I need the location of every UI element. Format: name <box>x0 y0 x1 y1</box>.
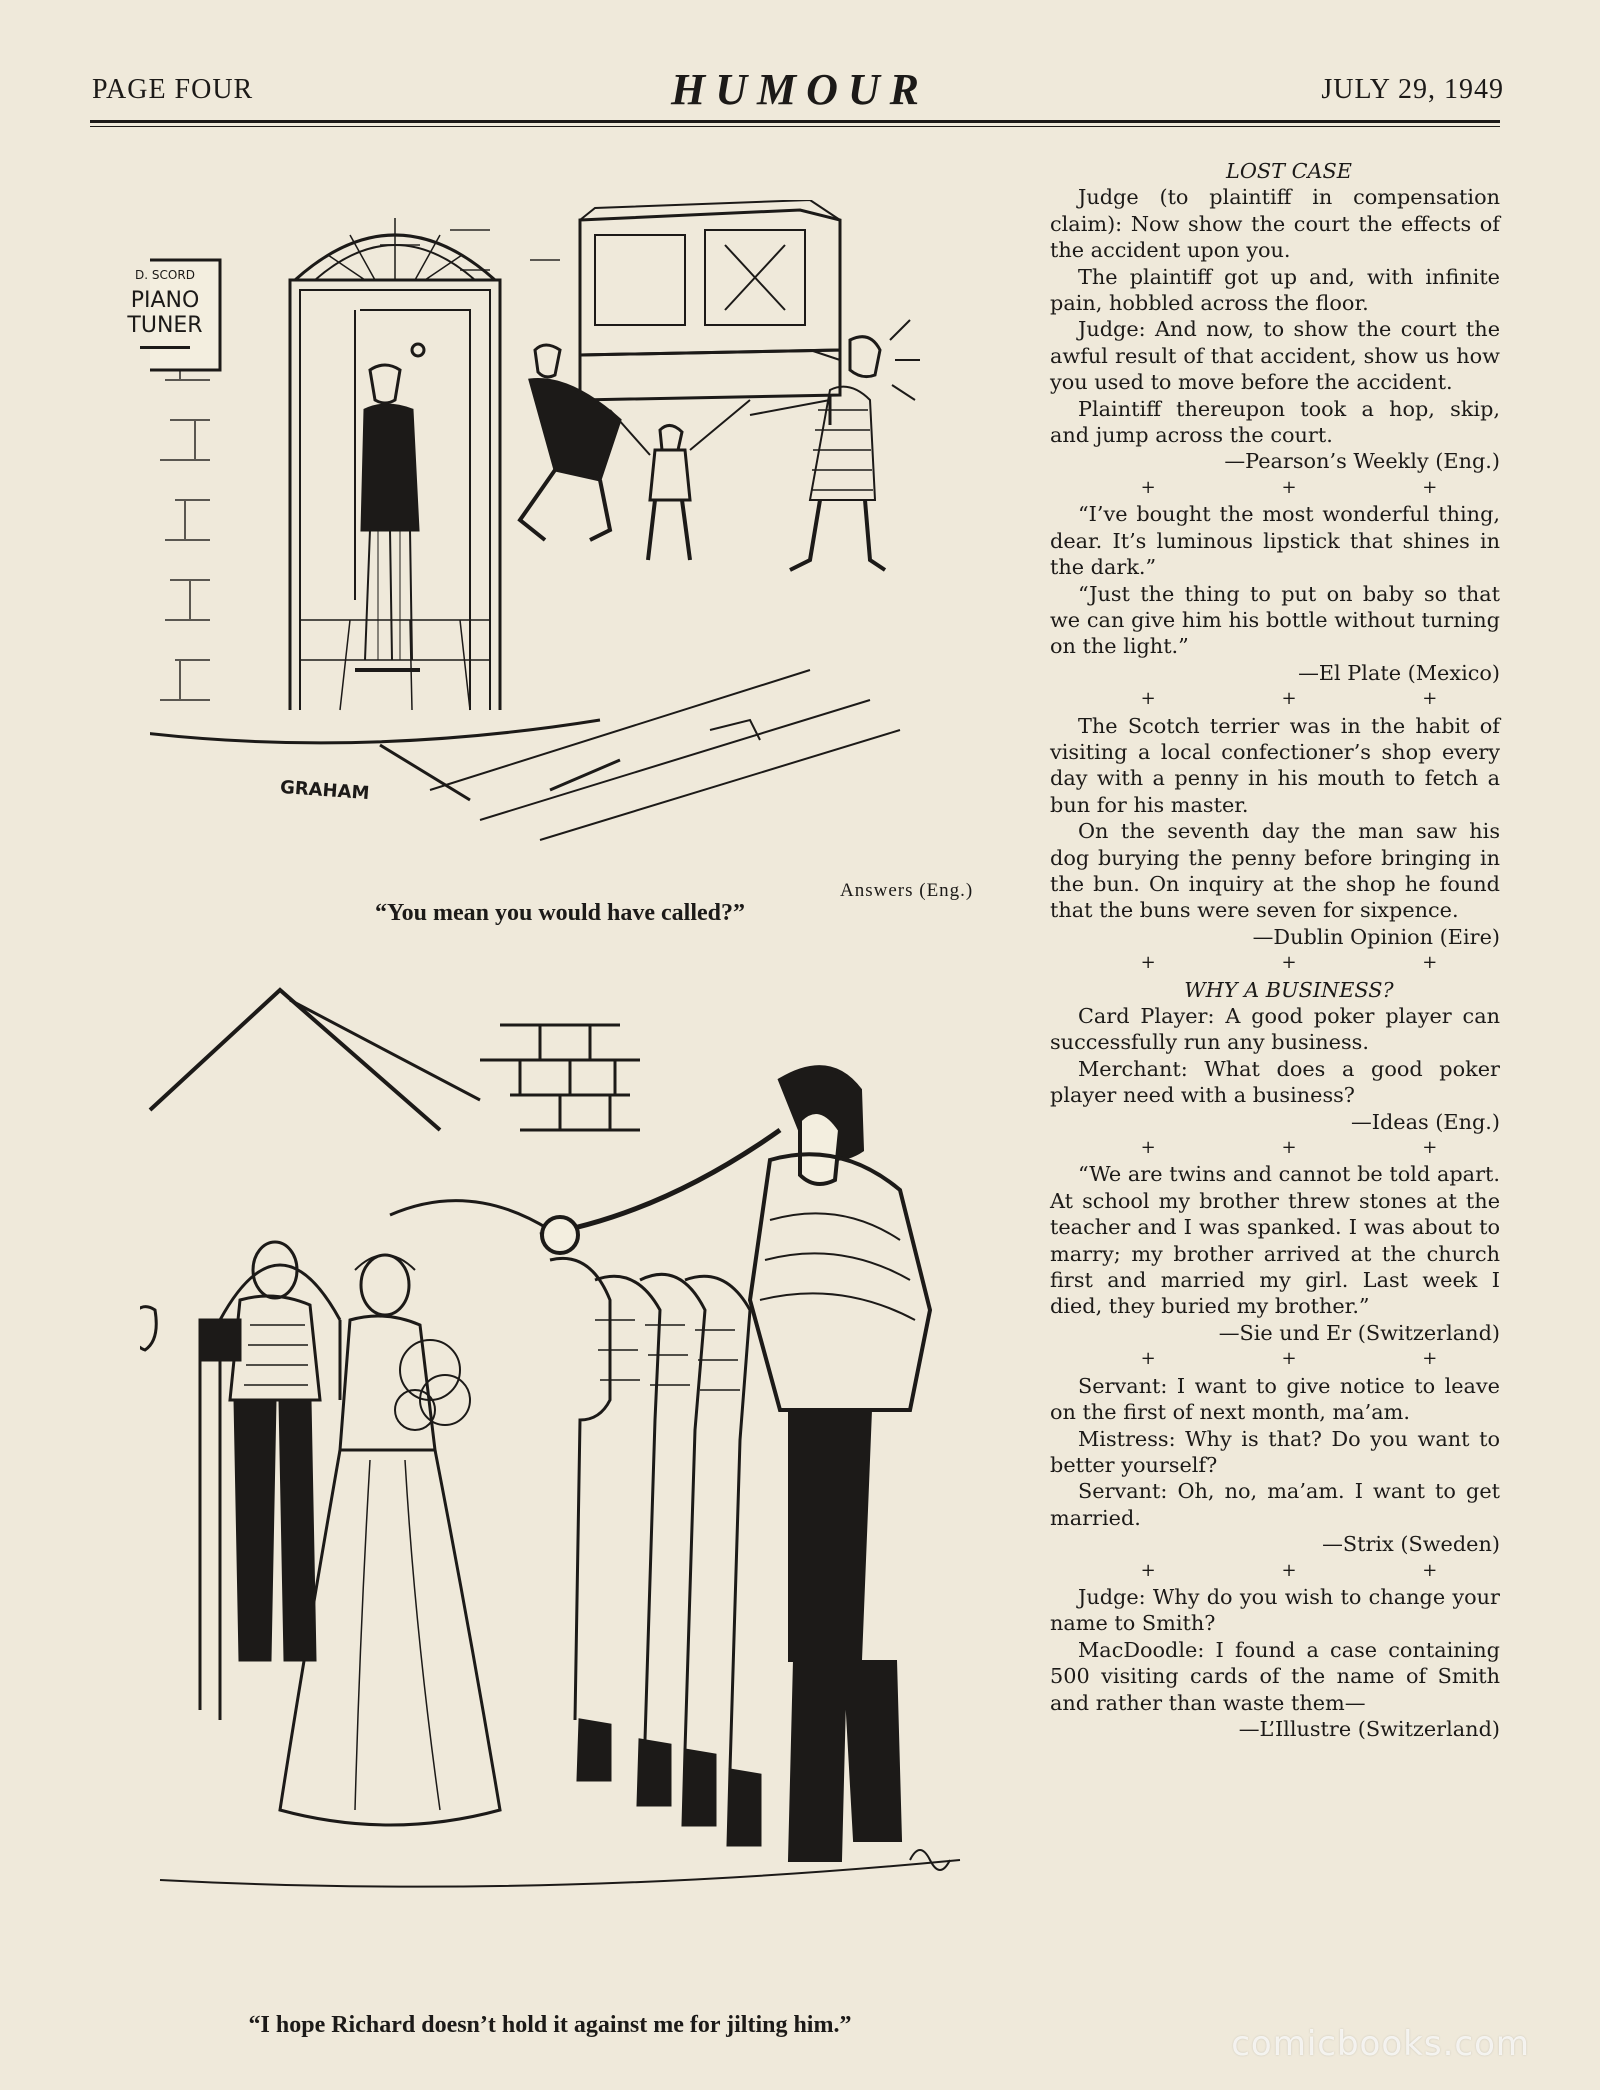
cartoonist-signature: GRAHAM <box>279 776 371 805</box>
cartoon1-caption: “You mean you would have called?” <box>374 900 746 926</box>
lost-case-p3: Judge: And now, to show the court the awful result of that accident, show us how you used to move before the accident. <box>1050 317 1500 395</box>
twins-source: —Sie und Er (Switzerland) <box>1218 1320 1500 1345</box>
lost-case-p4: Plaintiff thereupon took a hop, skip, and jump across the court. <box>1050 396 1500 448</box>
jokes-column <box>1050 158 1500 1742</box>
business-p2: Merchant: What does a good poker player need with a business? <box>1050 1056 1500 1108</box>
magazine-title: HUMOUR <box>670 65 930 114</box>
lost-case-p2: The plaintiff got up and, with infinite pain, hobbled across the floor. <box>1050 264 1500 316</box>
lost-case-source: —Pearson’s Weekly (Eng.) <box>1224 449 1500 474</box>
separator: + + + <box>1140 1559 1498 1581</box>
lipstick-p1: “I’ve bought the most wonderful thing, dear. It’s luminous lipstick that shines in the dark.” <box>1050 502 1500 580</box>
page-label: PAGE FOUR <box>92 74 254 105</box>
separator: + + + <box>1140 1137 1498 1159</box>
sign-underline <box>140 346 190 349</box>
separator: + + + <box>1140 476 1498 498</box>
terrier-p2: On the seventh day the man saw his dog burying the penny before bringing in the bun. On inquiry at the shop he found that the buns were seven for sixpence. <box>1050 819 1500 923</box>
terrier-source: —Dublin Opinion (Eire) <box>1252 924 1500 949</box>
servant-source: —Strix (Sweden) <box>1322 1532 1500 1557</box>
header-rule-thin <box>90 126 1500 127</box>
lipstick-p2: “Just the thing to put on baby so that we can give him his bottle without turning on the light.” <box>1050 581 1500 659</box>
lost-case-heading: LOST CASE <box>1226 159 1352 183</box>
cartoon1-source: Answers (Eng.) <box>840 880 974 901</box>
servant-p2: Mistress: Why is that? Do you want to better yourself? <box>1050 1426 1500 1477</box>
separator: + + + <box>1140 952 1498 974</box>
separator: + + + <box>1140 688 1498 710</box>
business-p1: Card Player: A good poker player can successfully run any business. <box>1050 1004 1500 1055</box>
lipstick-source: —El Plate (Mexico) <box>1298 660 1500 685</box>
smith-p1: Judge: Why do you wish to change your name to Smith? <box>1050 1584 1500 1636</box>
piano-tuner-sign <box>110 260 220 370</box>
twins-p1: “We are twins and cannot be told apart. At school my brother threw stones at the teacher and I was spanked. I was about to marry; my brother arrived at the church first and married my girl. Last week I died, they buried my brother.” <box>1050 1162 1500 1319</box>
smith-p2: MacDoodle: I found a case containing 500 visiting cards of the name of Smith and rather than waste them— <box>1050 1637 1500 1715</box>
smith-source: —L’Illustre (Switzerland) <box>1238 1716 1500 1741</box>
terrier-p1: The Scotch terrier was in the habit of visiting a local confectioner’s shop every day with a penny in his mouth to fetch a bun for his master. <box>1050 713 1500 817</box>
header-rule <box>90 120 1500 123</box>
servant-p1: Servant: I want to give notice to leave on the first of next month, ma’am. <box>1050 1373 1500 1425</box>
servant-p3: Servant: Oh, no, ma’am. I want to get married. <box>1050 1479 1500 1530</box>
sign-piano: PIANO <box>130 288 200 313</box>
lost-case-p1: Judge (to plaintiff in compensation claim): Now show the court the effects of the accident upon you. <box>1050 185 1500 263</box>
cartoon2-caption: “I hope Richard doesn’t hold it against me for jilting him.” <box>248 2012 852 2038</box>
wedding-cartoon <box>140 980 1020 2010</box>
piano-cartoon-illustration <box>150 200 1000 860</box>
site-watermark: comicbooks.com <box>1231 2024 1530 2064</box>
business-heading: WHY A BUSINESS? <box>1184 977 1394 1002</box>
issue-date: JULY 29, 1949 <box>1321 74 1504 105</box>
wedding-cartoon-illustration <box>140 980 1020 2010</box>
sign-name: D. SCORD <box>135 268 195 282</box>
piano-cartoon <box>127 200 1000 860</box>
business-source: —Ideas (Eng.) <box>1350 1109 1500 1134</box>
sign-tuner: TUNER <box>127 313 203 338</box>
separator: + + + <box>1140 1348 1498 1370</box>
